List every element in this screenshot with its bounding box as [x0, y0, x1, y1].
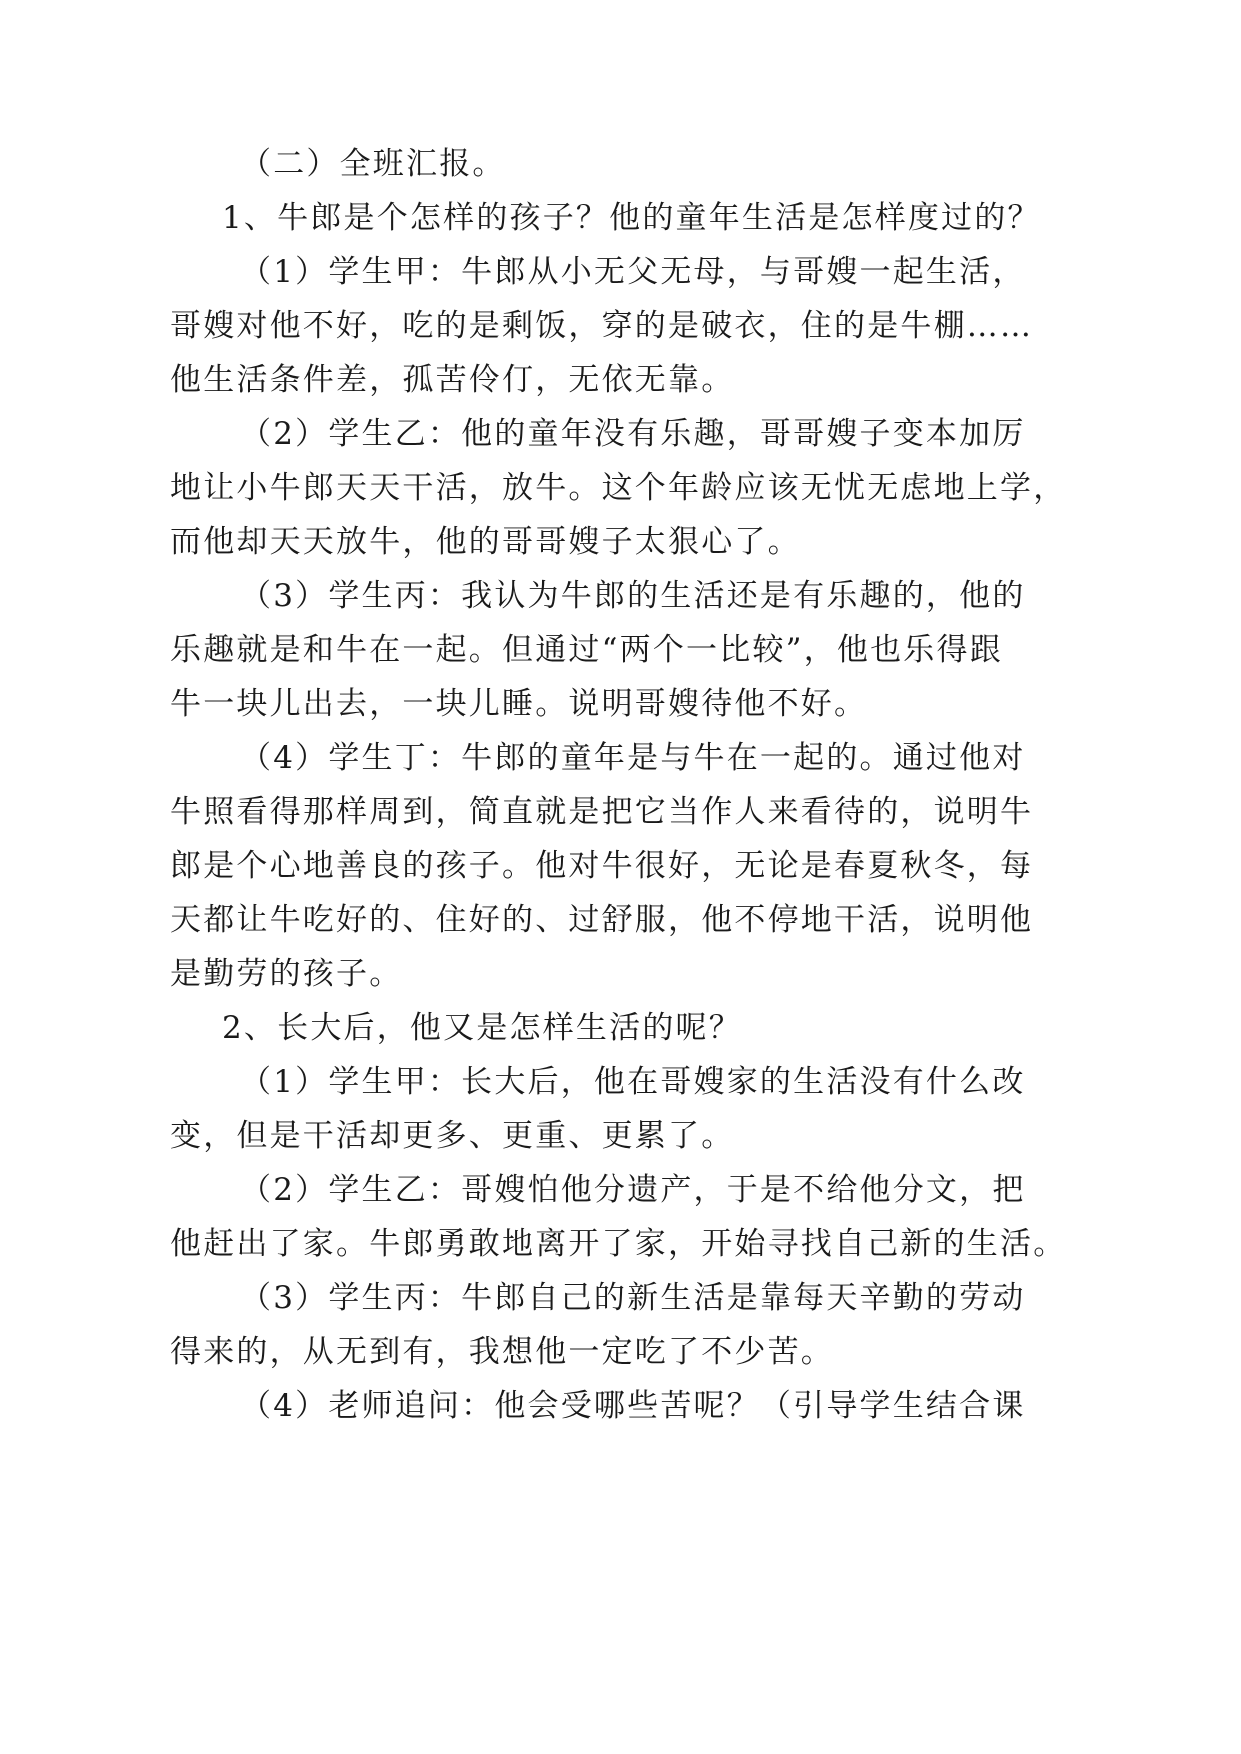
paragraph-line: 变，但是干活却更多、更重、更累了。: [170, 1118, 735, 1154]
paragraph-line: （4）老师追问：他会受哪些苦呢？（引导学生结合课: [240, 1388, 1026, 1424]
paragraph-line: 是勤劳的孩子。: [170, 956, 403, 992]
question-2: 2、长大后，他又是怎样生活的呢？: [222, 1010, 742, 1046]
paragraph-line: （4）学生丁：牛郎的童年是与牛在一起的。通过他对: [240, 740, 1026, 776]
paragraph-line: 哥嫂对他不好，吃的是剩饭，穿的是破衣，住的是牛棚……: [170, 308, 1034, 344]
paragraph-line: （2）学生乙：哥嫂怕他分遗产，于是不给他分文，把: [240, 1172, 1026, 1208]
paragraph-line: 牛一块儿出去，一块儿睡。说明哥嫂待他不好。: [170, 686, 868, 722]
paragraph-line: 乐趣就是和牛在一起。但通过“两个一比较”，他也乐得跟: [170, 632, 1003, 668]
section-heading: （二）全班汇报。: [240, 146, 506, 182]
paragraph-line: 天都让牛吃好的、住好的、过舒服，他不停地干活，说明他: [170, 902, 1034, 938]
paragraph-line: （1）学生甲：牛郎从小无父无母，与哥嫂一起生活，: [240, 254, 1026, 290]
paragraph-line: 郎是个心地善良的孩子。他对牛很好，无论是春夏秋冬，每: [170, 848, 1034, 884]
paragraph-line: 他赶出了家。牛郎勇敢地离开了家，开始寻找自己新的生活。: [170, 1226, 1067, 1262]
paragraph-line: 牛照看得那样周到，简直就是把它当作人来看待的，说明牛: [170, 794, 1034, 830]
paragraph-line: （1）学生甲：长大后，他在哥嫂家的生活没有什么改: [240, 1064, 1026, 1100]
paragraph-line: 他生活条件差，孤苦伶仃，无依无靠。: [170, 362, 735, 398]
paragraph-line: （3）学生丙：我认为牛郎的生活还是有乐趣的，他的: [240, 578, 1026, 614]
question-1: 1、牛郎是个怎样的孩子？他的童年生活是怎样度过的？: [222, 200, 1041, 236]
paragraph-line: 地让小牛郎天天干活，放牛。这个年龄应该无忧无虑地上学，: [170, 470, 1067, 506]
paragraph-line: 得来的，从无到有，我想他一定吃了不少苦。: [170, 1334, 834, 1370]
paragraph-line: 而他却天天放牛，他的哥哥嫂子太狠心了。: [170, 524, 801, 560]
paragraph-line: （2）学生乙：他的童年没有乐趣，哥哥嫂子变本加厉: [240, 416, 1026, 452]
paragraph-line: （3）学生丙：牛郎自己的新生活是靠每天辛勤的劳动: [240, 1280, 1026, 1316]
